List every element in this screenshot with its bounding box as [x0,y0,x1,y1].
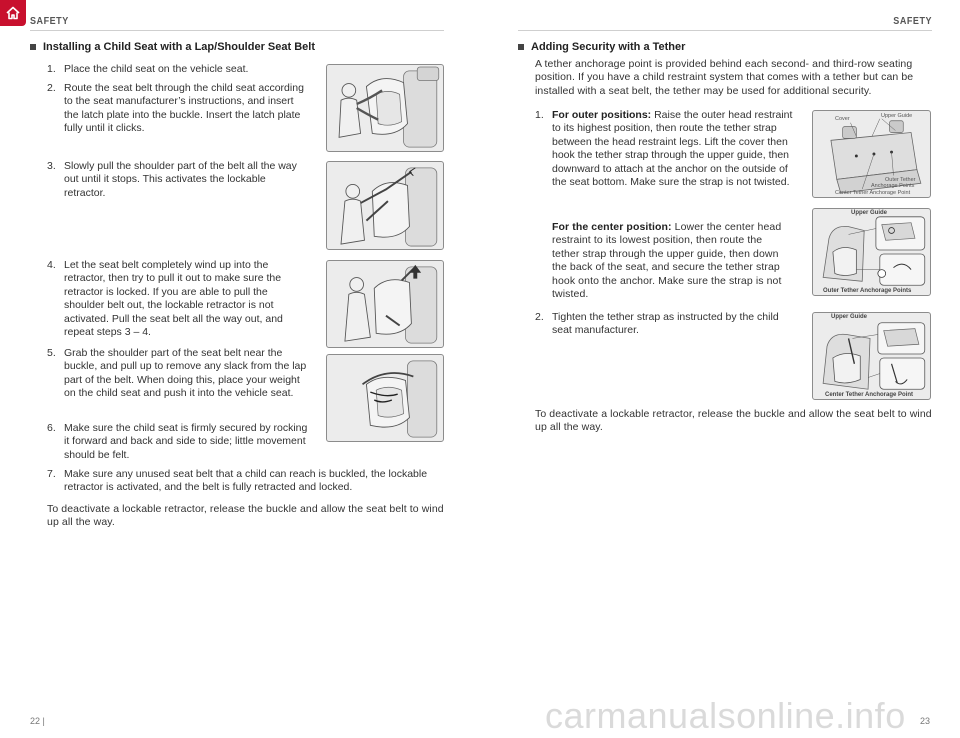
step-number: 2. [535,311,544,323]
install-step-2 [47,82,309,136]
install-step-7 [47,468,444,495]
section-title-installing [30,41,315,53]
pull-belt-illustration [327,162,443,249]
home-icon [5,5,21,21]
section-title-tether [518,41,685,53]
center-body: Lower the center head restraint to its lowest position, then route the tether strap through the upper guide, then down the back of the seat, and secure the tether strap hook onto the anchor. Make sure the strap is not twisted. [552,221,782,301]
install-step-3 [47,160,309,200]
right-deactivate-note: To deactivate a lockable retractor, release the buckle and allow the seat belt to wind up all the way. [535,408,932,434]
page-number-left: 22 | [30,716,45,726]
section-title-text: Adding Security with a Tether [531,41,686,53]
step-number: 4. [47,259,56,271]
figure-place-child-seat [326,64,444,152]
step-text [552,109,793,189]
tether-center-position [552,221,790,301]
left-deactivate-note: To deactivate a lockable retractor, release the buckle and allow the seat belt to wind up all the way. [47,503,444,529]
tether-intro: A tether anchorage point is provided behind each second- and third-row seating position. If you have a child restraint system that comes with a tether but can be installed with a seat belt, the tether may be used for additional security. [535,58,914,97]
home-button[interactable] [0,0,26,26]
figure-pull-shoulder-belt [326,161,444,250]
step-number: 5. [47,347,56,359]
tether-step-2 [535,311,793,338]
step-text: Make sure the child seat is firmly secured by rocking it forward and back and side to side; little movement should be felt. [64,422,308,461]
secure-seat-illustration [327,355,443,441]
header-divider-right [518,30,932,31]
header-divider-left [30,30,444,31]
tether-route-illustration [813,209,930,295]
install-step-4 [47,259,309,339]
figure-label-anchorage-points: Anchorage Points [871,183,915,189]
figure-label-upper-guide: Upper Guide [881,113,913,119]
check-retractor-illustration [327,261,443,347]
tether-step-1 [535,109,793,189]
step-text: Place the child seat on the vehicle seat. [64,63,249,75]
install-step-5 [47,347,309,401]
install-step-1 [47,63,317,76]
step-text: Grab the shoulder part of the seat belt near the buckle, and pull up to remove any slack from the lap part of the belt. When doing this, place your weight on the child seat and push it into the vehicle seat. [64,347,307,400]
step-number: 1. [535,109,544,121]
step-text: Make sure any unused seat belt that a child can reach is buckled, the lockable retractor is activated, and the belt is fully retracted and locked. [64,468,428,494]
square-bullet-icon [518,44,524,50]
watermark: carmanualsonline.info [545,695,906,736]
figure-tether-outer [812,110,931,198]
square-bullet-icon [30,44,36,50]
figure-label-center-point: Center Tether Anchorage Point [835,190,911,196]
figure-label-upper-guide: Upper Guide [831,314,868,320]
figure-secure-child-seat [326,354,444,442]
child-seat-placement-illustration [327,65,443,151]
header-section-label-left: SAFETY [30,16,69,27]
center-heading: For the center position: [552,221,672,233]
figure-tether-center [812,312,931,400]
figure-check-retractor [326,260,444,348]
figure-label-upper-guide: Upper Guide [851,210,888,216]
step-number: 1. [47,63,56,75]
page-number-right: 23 [920,716,931,726]
step-text: Let the seat belt completely wind up into the retractor, then try to pull it out to make sure the retractor is locked. If you are able to pull the shoulder belt out, the lockable retractor is not activated. Pull the seat belt all the way out, and repeat steps 3 – 4. [64,259,283,339]
step-body: Raise the outer head restraint to its highest position, then route the tether strap between the head restraint legs. Lift the cover then hook the tether strap through the upper guide, then downward to attach at the anchor on the outside of the seat bottom. Make sure the strap is not twisted. [552,109,793,189]
figure-label-outer-tether: Outer Tether [885,177,916,183]
figure-label-outer-points: Outer Tether Anchorage Points [823,288,912,294]
step-number: 7. [47,468,56,480]
tether-center-illustration [813,313,930,399]
install-step-6 [47,422,309,462]
step-number: 2. [47,82,56,94]
header-section-label-right: SAFETY [893,16,932,27]
step-text: Route the seat belt through the child seat according to the seat manufacturer’s instructions, and insert the latch plate into the buckle. Insert the latch plate fully until it clicks. [64,82,304,135]
figure-label-cover: Cover [835,116,850,122]
figure-label-center-point: Center Tether Anchorage Point [825,392,914,398]
step-heading: For outer positions: [552,109,652,121]
step-number: 6. [47,422,56,434]
section-title-text: Installing a Child Seat with a Lap/Shoulder Seat Belt [43,41,315,53]
figure-tether-outer-route [812,208,931,296]
step-number: 3. [47,160,56,172]
step-text: Tighten the tether strap as instructed by the child seat manufacturer. [552,311,779,337]
step-text: Slowly pull the shoulder part of the belt all the way out until it stops. This activates the lockable retractor. [64,160,297,199]
